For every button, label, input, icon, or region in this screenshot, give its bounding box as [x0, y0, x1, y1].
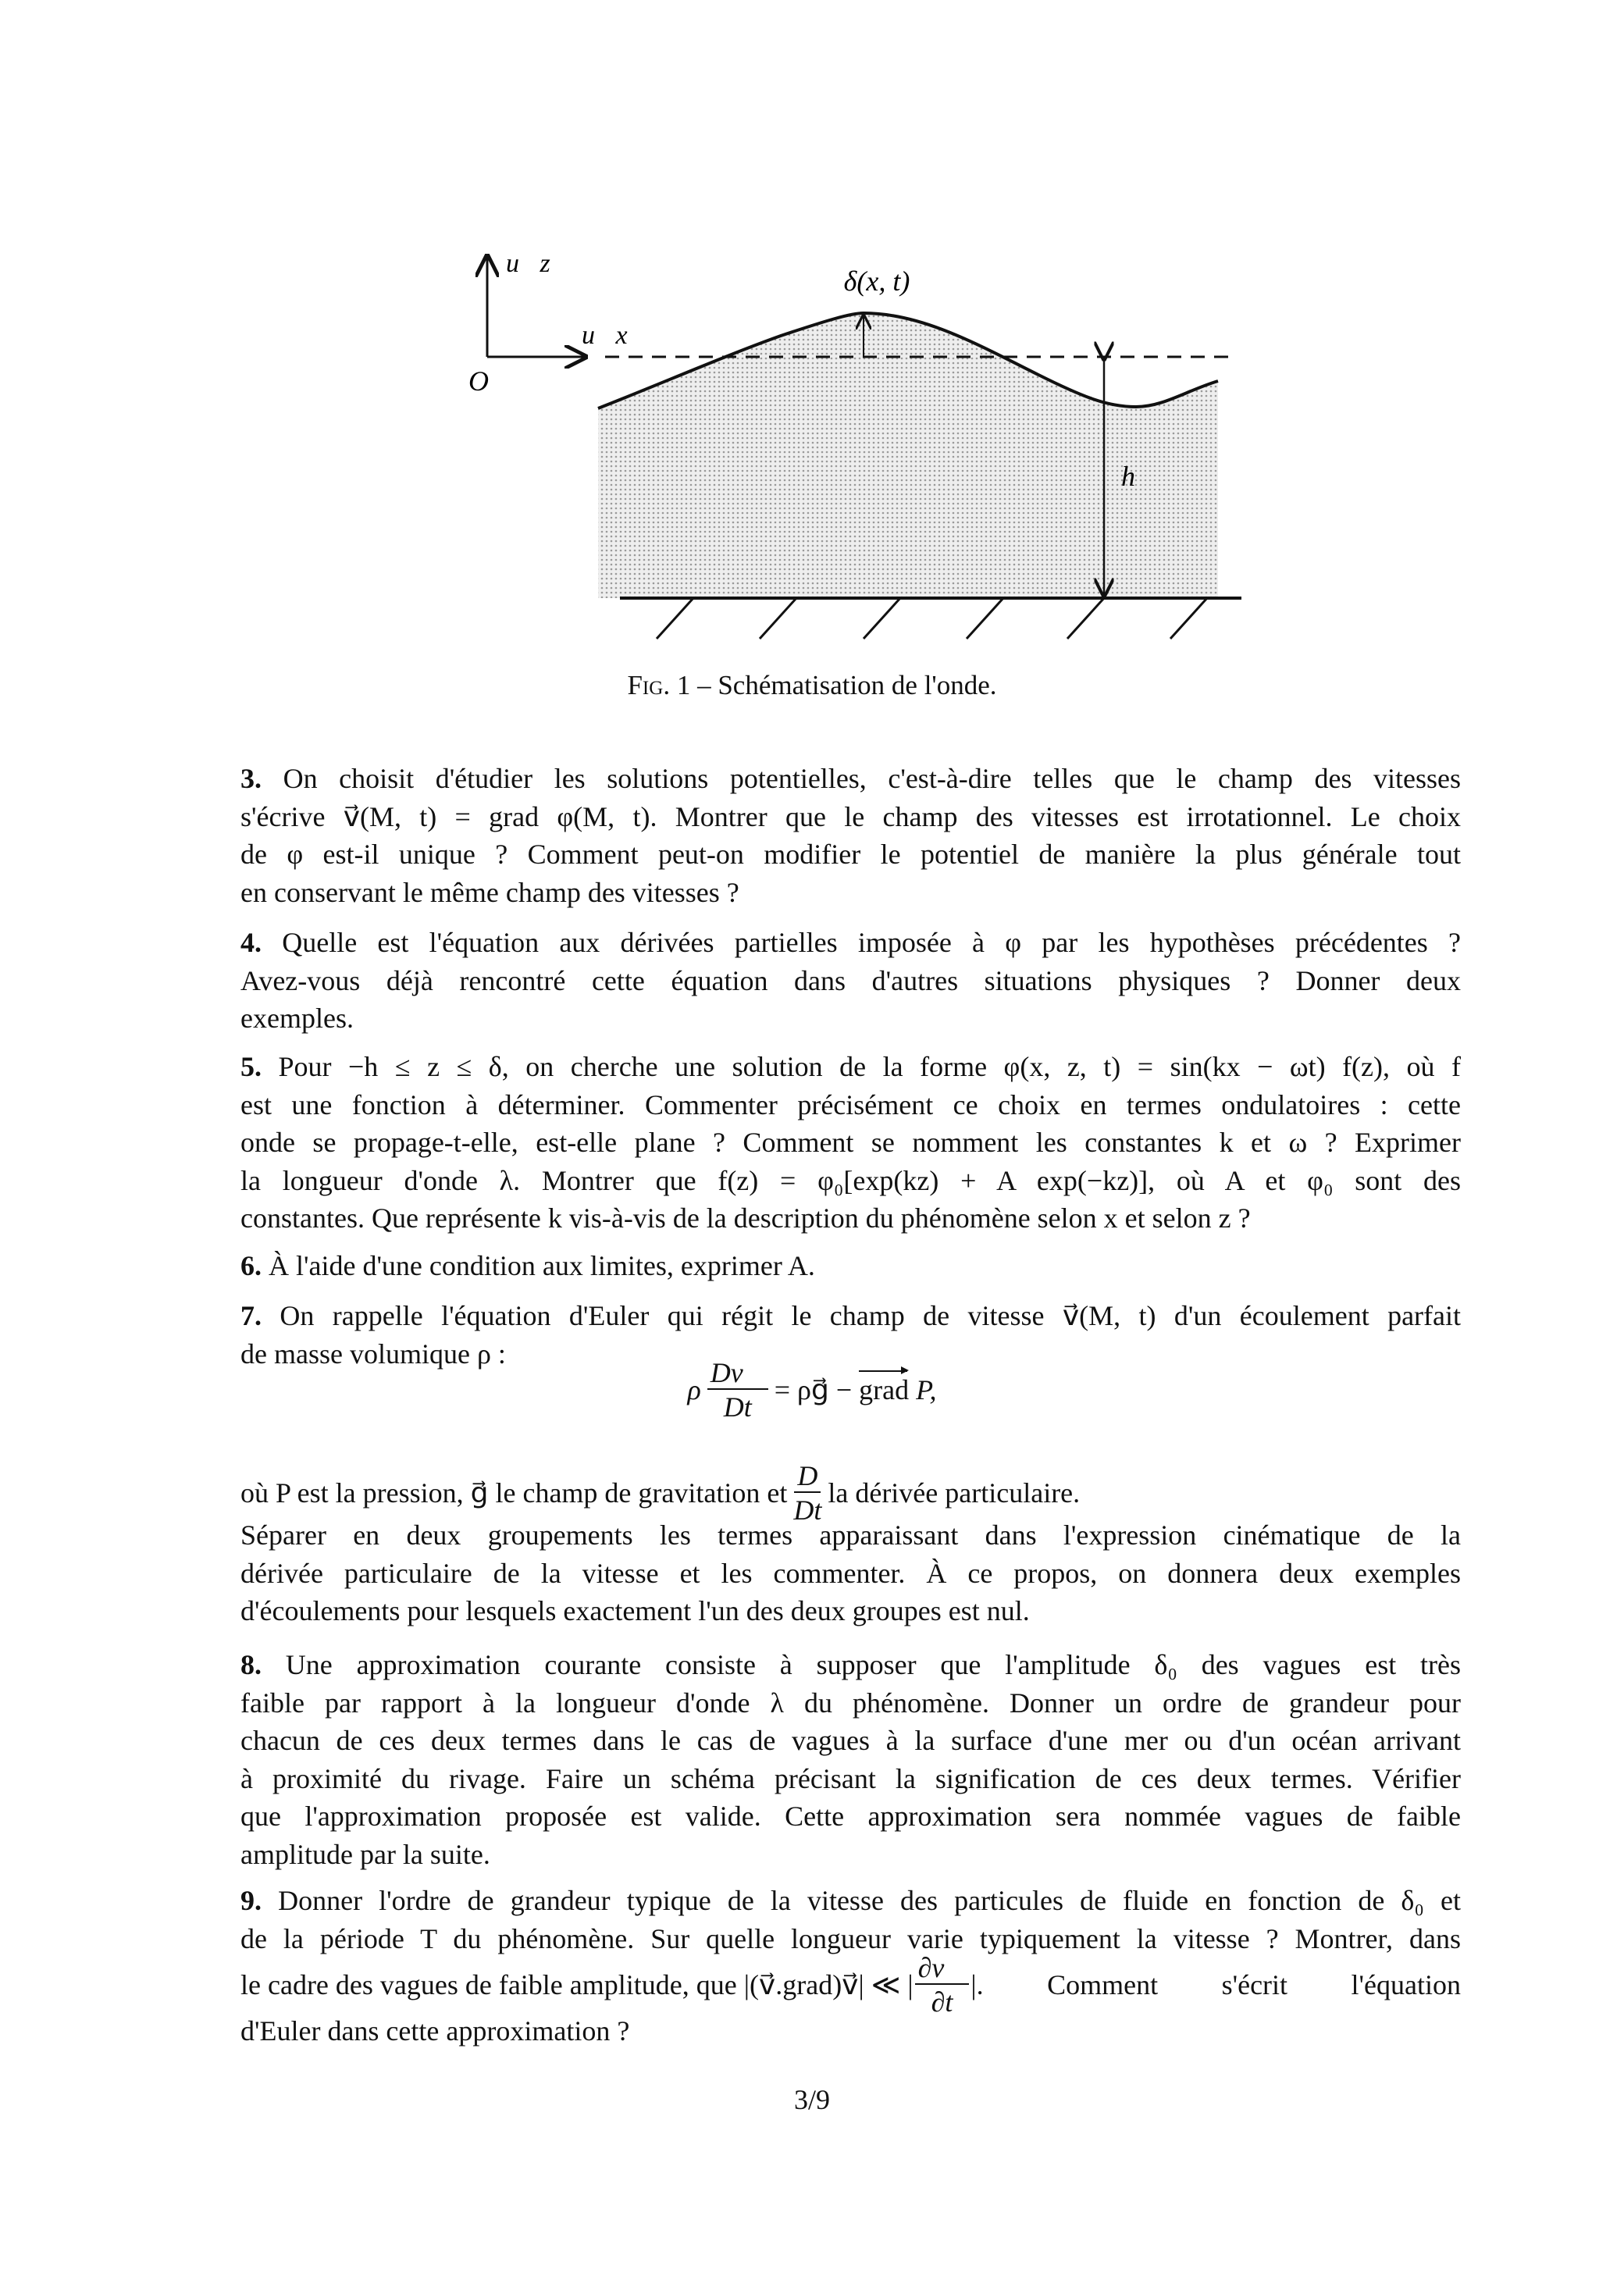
- eq-grad: grad: [859, 1374, 910, 1405]
- eq-numerator: Dv⃗: [707, 1359, 768, 1390]
- text-line: [240, 1646, 1461, 1684]
- line-text: Pour −h ≤ z ≤ δ, on cherche une solution de la forme φ(x, z, t) = sin(kx − ωt) f(z), où f: [278, 1051, 1461, 1082]
- text-line: s'écrive v⃗(M, t) = grad φ(M, t). Montrer que le champ des vitesses est irrotationnel. Le choix: [240, 800, 1461, 832]
- question-5: [240, 1048, 1461, 1238]
- text-line: à proximité du rivage. Faire un schéma précisant la signification de ces deux termes. Vérifier: [240, 1762, 1461, 1794]
- caption-prefix: Fig. 1: [627, 670, 691, 700]
- delta-label: δ(x, t): [843, 265, 910, 297]
- text-line: constantes. Que représente k vis-à-vis de la description du phénomène selon x et selon z ?: [240, 1202, 1251, 1234]
- eq-rhs: = ρg⃗ −: [774, 1374, 860, 1405]
- text-line: onde se propage-t-elle, est-elle plane ? Comment se nomment les constantes k et ω ? Exprimer: [240, 1127, 1461, 1158]
- text-line: Avez-vous déjà rencontré cette équation dans d'autres situations physiques ? Donner deux: [240, 964, 1461, 996]
- frac-numerator: D: [794, 1462, 821, 1493]
- question-number: 3.: [240, 763, 262, 794]
- question-number: 4.: [240, 927, 262, 958]
- text-line: est une fonction à déterminer. Commenter précisément ce choix en termes ondulatoires : cette: [240, 1088, 1461, 1120]
- line-text: le cadre des vagues de faible amplitude, que |(v⃗.grad)v⃗| ≪ |: [240, 1969, 914, 2000]
- partial-derivative-fraction: [915, 1954, 970, 2016]
- text-line: de φ est-il unique ? Comment peut-on modifier le potentiel de manière la plus générale tout: [240, 839, 1461, 870]
- question-6: [240, 1247, 1461, 1285]
- text-line: Séparer en deux groupements les termes apparaissant dans l'expression cinématique de la: [240, 1519, 1461, 1551]
- line-text: On rappelle l'équation d'Euler qui régit le champ de vitesse v⃗(M, t) d'un écoulement parfait: [280, 1300, 1462, 1331]
- text-line: chacun de ces deux termes dans le cas de vagues à la surface d'une mer ou d'un océan arrivant: [240, 1725, 1461, 1756]
- text-line: de la période T du phénomène. Sur quelle longueur varie typiquement la vitesse ? Montrer, dans: [240, 1922, 1461, 1954]
- line-text: la dérivée particulaire.: [828, 1477, 1081, 1509]
- question-number: 5.: [240, 1051, 262, 1082]
- origin-label: O: [468, 365, 489, 397]
- uz-label: u⃗z: [506, 249, 550, 278]
- text-line: en conservant le même champ des vitesses ?: [240, 876, 739, 908]
- line-text: |. Comment s'écrit l'équation: [970, 1969, 1461, 2000]
- seabed-hatching: [657, 598, 1207, 639]
- text-line: exemples.: [240, 1003, 354, 1034]
- line-text: Une approximation courante consiste à supposer que l'amplitude δ₀ des vagues est très: [285, 1649, 1462, 1680]
- question-3: [240, 760, 1461, 911]
- text-line: [240, 760, 1461, 798]
- text-line: [240, 1460, 1461, 1526]
- line-text: où P est la pression, g⃗ le champ de gravitation et: [240, 1477, 788, 1509]
- text-line: [240, 1048, 1461, 1086]
- line-text: On choisit d'étudier les solutions potentielles, c'est-à-dire telles que le champ des vitesses: [283, 763, 1462, 794]
- question-8: [240, 1646, 1461, 1873]
- text-line: amplitude par la suite.: [240, 1838, 490, 1870]
- question-4: [240, 924, 1461, 1038]
- eq-rho: ρ: [687, 1374, 701, 1405]
- caption-text: – Schématisation de l'onde.: [690, 670, 997, 700]
- d-dt-fraction: [793, 1462, 821, 1524]
- question-number: 9.: [240, 1885, 262, 1916]
- text-line: la longueur d'onde λ. Montrer que f(z) = φ₀[exp(kz) + A exp(−kz)], où A et φ₀ sont des: [240, 1164, 1461, 1196]
- page-number: 3/9: [793, 2084, 830, 2115]
- eq-denominator: Dt: [723, 1391, 752, 1423]
- h-label: h: [1121, 461, 1135, 492]
- question-number: 7.: [240, 1300, 262, 1331]
- text-line: d'Euler dans cette approximation ?: [240, 2015, 630, 2047]
- text-line: d'écoulements pour lesquels exactement l'un des deux groupes est nul.: [240, 1595, 1030, 1626]
- text-line: [240, 924, 1461, 962]
- text-line: [240, 1297, 1461, 1335]
- ux-label: u⃗x: [582, 321, 628, 350]
- figure-caption: [0, 670, 1624, 701]
- text-line: [240, 1247, 1461, 1285]
- line-text: Donner l'ordre de grandeur typique de la vitesse des particules de fluide en fonction de δ₀ et: [278, 1885, 1462, 1916]
- eq-fraction: [707, 1359, 768, 1421]
- frac-numerator: ∂v⃗: [915, 1954, 970, 1985]
- text-line: [240, 1952, 1461, 2018]
- line-text: Quelle est l'équation aux dérivées partielles imposée à φ par les hypothèses précédentes ?: [282, 927, 1461, 958]
- frac-denominator: Dt: [793, 1494, 822, 1526]
- text-line: [240, 1882, 1461, 1920]
- question-7-continued: [240, 1460, 1461, 1630]
- text-line: faible par rapport à la longueur d'onde λ du phénomène. Donner un ordre de grandeur pour: [240, 1687, 1461, 1719]
- question-9: [240, 1882, 1461, 2050]
- wave-schematic-figure: [0, 0, 1624, 703]
- question-number: 8.: [240, 1649, 262, 1680]
- text-line: de masse volumique ρ :: [240, 1338, 506, 1370]
- eq-tail: P,: [909, 1374, 937, 1405]
- question-number: 6.: [240, 1250, 262, 1281]
- euler-equation: [0, 1359, 1624, 1421]
- text-line: que l'approximation proposée est valide. Cette approximation sera nommée vagues de faible: [240, 1801, 1461, 1832]
- line-text: À l'aide d'une condition aux limites, exprimer A.: [269, 1250, 815, 1281]
- text-line: dérivée particulaire de la vitesse et les commenter. À ce propos, on donnera deux exemples: [240, 1557, 1461, 1589]
- frac-denominator: ∂t: [931, 1986, 953, 2018]
